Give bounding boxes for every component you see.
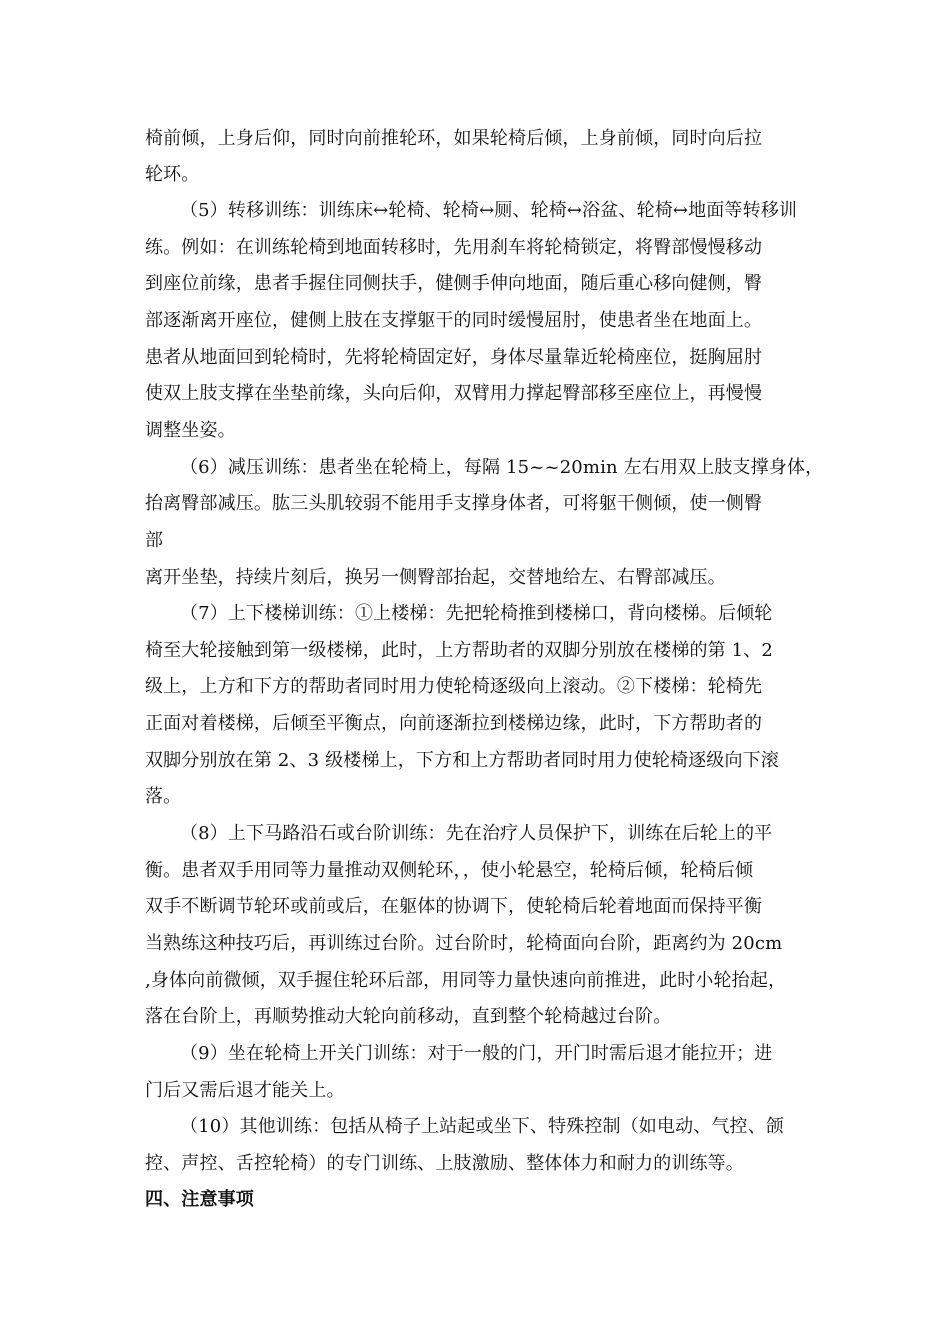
item-5-transfer-training: （5）转移训练：训练床↔轮椅、轮椅↔厕、轮椅↔浴盆、轮椅↔地面等转移训 xyxy=(180,200,798,221)
item-9-door-training: （9）坐在轮椅上开关门训练：对于一般的门，开门时需后退才能拉开；进 xyxy=(180,1043,773,1064)
text-line: 使双上肢支撑在坐垫前缘，头向后仰，双臂用力撑起臀部移至座位上，再慢慢 xyxy=(145,383,763,404)
text-line: 双手不断调节轮环或前或后，在躯体的协调下，使轮椅后轮着地面而保持平衡 xyxy=(145,896,763,917)
item-10-other-training: （10）其他训练：包括从椅子上站起或坐下、特殊控制（如电动、气控、颌 xyxy=(180,1116,785,1137)
text-line: 门后又需后退才能关上。 xyxy=(145,1080,345,1101)
text-line: 落在台阶上，再顺势推动大轮向前移动，直到整个轮椅越过台阶。 xyxy=(145,1006,672,1027)
section-heading-precautions: 四、注意事项 xyxy=(145,1189,254,1210)
text-line: 调整坐姿。 xyxy=(145,420,236,441)
text-line: 抬离臀部减压。肱三头肌较弱不能用手支撑身体者，可将躯干侧倾，使一侧臀 xyxy=(145,493,763,514)
text-line: 部 xyxy=(145,530,164,551)
text-line: 到座位前缘，患者手握住同侧扶手，健侧手伸向地面，随后重心移向健侧，臀 xyxy=(145,273,763,294)
text-line: 椅至大轮接触到第一级楼梯，此时，上方帮助者的双脚分别放在楼梯的第 1、2 xyxy=(145,640,774,661)
text-line: 双脚分别放在第 2、3 级楼梯上，下方和上方帮助者同时用力使轮椅逐级向下滚 xyxy=(145,750,779,771)
item-8-curb-training: （8）上下马路沿石或台阶训练：先在治疗人员保护下，训练在后轮上的平 xyxy=(180,823,773,844)
text-line: 级上，上方和下方的帮助者同时用力使轮椅逐级向上滚动。②下楼梯：轮椅先 xyxy=(145,676,763,697)
text-line: 患者从地面回到轮椅时，先将轮椅固定好，身体尽量靠近轮椅座位，挺胸屈肘 xyxy=(145,347,763,368)
text-line: 轮环。 xyxy=(145,164,200,185)
text-line: 落。 xyxy=(145,786,182,807)
text-line: 椅前倾，上身后仰，同时向前推轮环，如果轮椅后倾，上身前倾，同时向后拉 xyxy=(145,128,763,149)
text-line: 正面对着楼梯，后倾至平衡点，向前逐渐拉到楼梯边缘，此时，下方帮助者的 xyxy=(145,713,763,734)
text-line: 控、声控、舌控轮椅）的专门训练、上肢激励、整体体力和耐力的训练等。 xyxy=(145,1153,744,1174)
text-line: 衡。患者双手用同等力量推动双侧轮环，，使小轮悬空，轮椅后倾，轮椅后倾 xyxy=(145,860,754,881)
item-6-pressure-relief-training: （6）减压训练：患者坐在轮椅上，每隔 15~~20min 左右用双上肢支撑身体， xyxy=(180,457,824,478)
item-7-stairs-training: （7）上下楼梯训练：①上楼梯：先把轮椅推到楼梯口，背向楼梯。后倾轮 xyxy=(180,603,773,624)
text-line: 离开坐垫，持续片刻后，换另一侧臀部抬起，交替地给左、右臀部减压。 xyxy=(145,567,726,588)
text-line: 练。例如：在训练轮椅到地面转移时，先用刹车将轮椅锁定，将臀部慢慢移动 xyxy=(145,237,763,258)
text-line: 当熟练这种技巧后，再训练过台阶。过台阶时，轮椅面向台阶，距离约为 20cm xyxy=(145,933,783,954)
text-line: 部逐渐离开座位，健侧上肢在支撑躯干的同时缓慢屈肘，使患者坐在地面上。 xyxy=(145,310,763,331)
text-line: ,身体向前微倾，双手握住轮环后部，用同等力量快速向前推进，此时小轮抬起， xyxy=(145,970,787,991)
